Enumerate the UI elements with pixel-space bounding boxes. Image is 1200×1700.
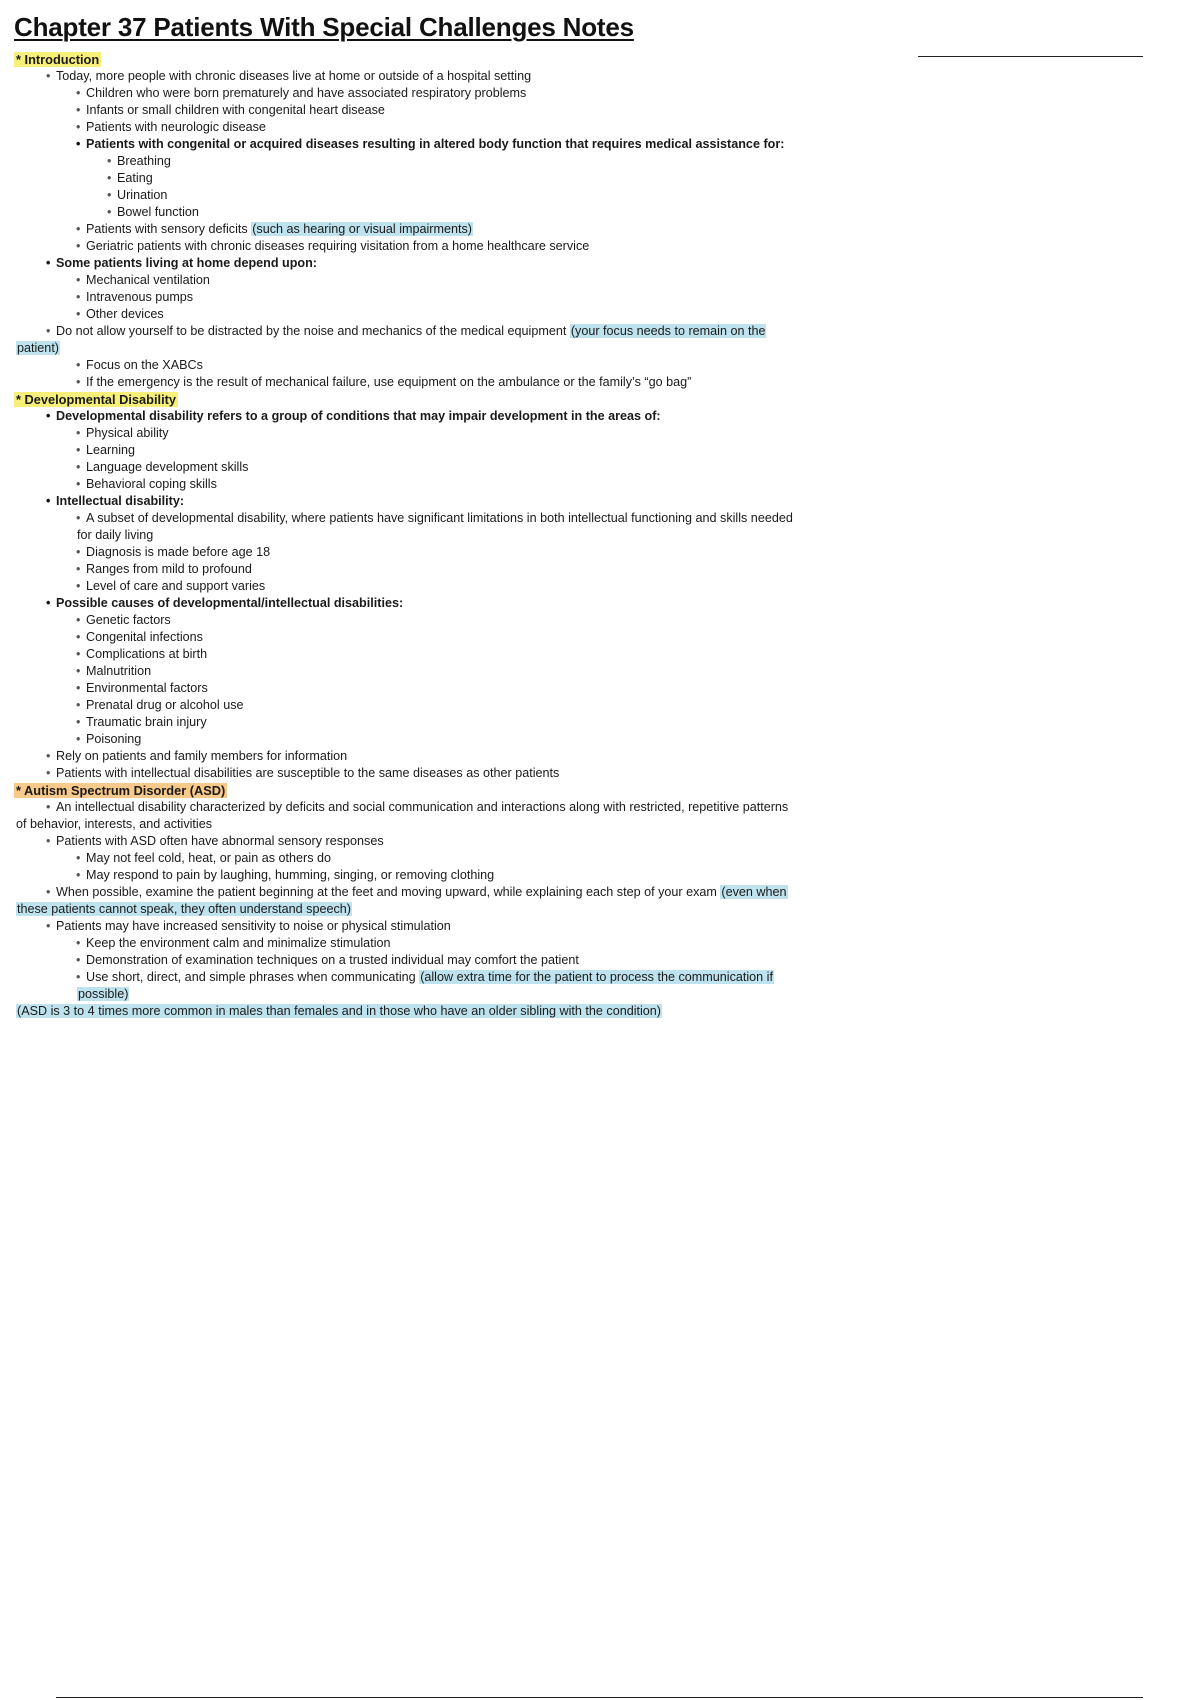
bullet-icon: • (76, 868, 81, 882)
bullet-icon: • (46, 596, 51, 610)
bullet-icon: • (76, 307, 81, 321)
list-item: • Malnutrition (76, 664, 152, 678)
list-item-continuation (0, 986, 905, 1003)
bullet-icon: • (107, 205, 112, 219)
list-item: • Learning (76, 443, 136, 457)
list-item: • Bowel function (107, 205, 199, 219)
section-heading-label: * Developmental Disability (16, 392, 177, 407)
list-item: • Infants or small children with congenital heart disease (76, 103, 385, 117)
list-item-continuation: for daily living (77, 528, 154, 542)
list-item-continuation: of behavior, interests, and activities (16, 817, 213, 831)
list-item: • Congenital infections (76, 630, 203, 644)
bullet-icon: • (76, 460, 81, 474)
list-item: • Today, more people with chronic diseases live at home or outside of a hospital setting (46, 69, 532, 83)
list-item: • Geriatric patients with chronic diseases requiring visitation from a home healthcare service (76, 239, 590, 253)
list-item: • Poisoning (76, 732, 142, 746)
bullet-icon: • (76, 715, 81, 729)
bullet-icon: • (46, 800, 51, 814)
highlighted-note: (even when (721, 885, 787, 899)
list-item: • Ranges from mild to profound (76, 562, 252, 576)
footer-rule (56, 1697, 1143, 1698)
list-item: • Patients with ASD often have abnormal sensory responses (46, 834, 384, 848)
highlighted-note: (your focus needs to remain on the (570, 324, 766, 338)
list-item: • Other devices (76, 307, 164, 321)
bullet-icon: • (46, 834, 51, 848)
list-item: • A subset of developmental disability, where patients have significant limitations in both intellectual functioning and skills needed (76, 511, 793, 525)
list-item: • Children who were born prematurely and have associated respiratory problems (76, 86, 527, 100)
bullet-icon: • (76, 851, 81, 865)
list-item: • Some patients living at home depend upon: (46, 256, 317, 270)
list-item: • Developmental disability refers to a group of conditions that may impair development in the areas of: (46, 409, 661, 423)
section-heading-label: * Introduction (16, 52, 100, 67)
list-item: • Focus on the XABCs (76, 358, 203, 372)
bullet-icon: • (46, 324, 51, 338)
section-heading-introduction (0, 51, 905, 68)
highlighted-note: these patients cannot speak, they often understand speech) (17, 902, 351, 916)
list-item: • Rely on patients and family members for information (46, 749, 348, 763)
bullet-icon: • (76, 664, 81, 678)
bullet-icon: • (46, 885, 51, 899)
list-item-continuation (0, 901, 905, 918)
bullet-icon: • (107, 171, 112, 185)
list-item: • An intellectual disability characterized by deficits and social communication and interactions along with restricted, repetitive patterns (46, 800, 789, 814)
bullet-icon: • (76, 630, 81, 644)
bullet-icon: • (76, 375, 81, 389)
list-item: • Patients may have increased sensitivity to noise or physical stimulation (46, 919, 451, 933)
bullet-icon: • (76, 613, 81, 627)
bullet-icon: • (46, 766, 51, 780)
bullet-icon: • (76, 511, 81, 525)
list-item: • May respond to pain by laughing, humming, singing, or removing clothing (76, 868, 495, 882)
bullet-icon: • (76, 477, 81, 491)
list-item: • Use short, direct, and simple phrases when communicating (allow extra time for the patient to process the communication if (76, 970, 773, 984)
highlighted-note: possible) (78, 987, 129, 1001)
bullet-icon: • (76, 579, 81, 593)
bullet-icon: • (46, 409, 51, 423)
list-item: • Diagnosis is made before age 18 (76, 545, 271, 559)
bullet-icon: • (76, 222, 81, 236)
bullet-icon: • (46, 919, 51, 933)
bullet-icon: • (46, 69, 51, 83)
bullet-icon: • (76, 239, 81, 253)
list-item: • Eating (107, 171, 153, 185)
list-item: • Traumatic brain injury (76, 715, 207, 729)
list-item: • Patients with intellectual disabilities are susceptible to the same diseases as other patients (46, 766, 560, 780)
bullet-icon: • (76, 953, 81, 967)
bullet-icon: • (76, 273, 81, 287)
notes-body (0, 51, 905, 1020)
bullet-icon: • (107, 188, 112, 202)
bullet-icon: • (76, 137, 81, 151)
list-item: • Intravenous pumps (76, 290, 194, 304)
list-item: • When possible, examine the patient beginning at the feet and moving upward, while explaining each step of your exam (even when (46, 885, 787, 899)
bullet-icon: • (76, 426, 81, 440)
section-heading-developmental-disability (0, 391, 905, 408)
page-title: Chapter 37 Patients With Special Challenges Notes (14, 12, 634, 42)
list-item: • Possible causes of developmental/intellectual disabilities: (46, 596, 404, 610)
list-item: • Breathing (107, 154, 171, 168)
list-item: • Do not allow yourself to be distracted by the noise and mechanics of the medical equipment (your focus needs to remain on the (46, 324, 766, 338)
bullet-icon: • (76, 545, 81, 559)
bullet-icon: • (46, 256, 51, 270)
bullet-icon: • (76, 103, 81, 117)
bullet-icon: • (76, 936, 81, 950)
bullet-icon: • (76, 681, 81, 695)
list-item: • May not feel cold, heat, or pain as others do (76, 851, 332, 865)
bullet-icon: • (76, 358, 81, 372)
list-item: • If the emergency is the result of mechanical failure, use equipment on the ambulance or the family’s “go bag” (76, 375, 692, 389)
list-item-continuation (0, 340, 905, 357)
list-item: • Behavioral coping skills (76, 477, 217, 491)
list-item: • Keep the environment calm and minimalize stimulation (76, 936, 391, 950)
list-item: • Prenatal drug or alcohol use (76, 698, 244, 712)
list-item: • Intellectual disability: (46, 494, 185, 508)
highlighted-note: (allow extra time for the patient to process the communication if (420, 970, 773, 984)
bullet-icon: • (46, 494, 51, 508)
list-item: • Genetic factors (76, 613, 171, 627)
bullet-icon: • (76, 120, 81, 134)
list-item: • Demonstration of examination techniques on a trusted individual may comfort the patient (76, 953, 579, 967)
header-rule (918, 56, 1143, 57)
bullet-icon: • (76, 86, 81, 100)
bullet-icon: • (76, 970, 81, 984)
list-item: • Physical ability (76, 426, 169, 440)
list-item: • Mechanical ventilation (76, 273, 210, 287)
bullet-icon: • (76, 443, 81, 457)
section-heading-autism-spectrum-disorder (0, 782, 905, 799)
bullet-icon: • (76, 647, 81, 661)
bullet-icon: • (46, 749, 51, 763)
bullet-icon: • (76, 290, 81, 304)
list-item: • Environmental factors (76, 681, 208, 695)
list-item: • Urination (107, 188, 168, 202)
bullet-icon: • (76, 732, 81, 746)
highlighted-note: patient) (17, 341, 60, 355)
list-item: • Patients with congenital or acquired diseases resulting in altered body function that requires medical assistance for: (76, 137, 785, 151)
highlighted-note: (such as hearing or visual impairments) (252, 222, 472, 236)
bullet-icon: • (76, 698, 81, 712)
bullet-icon: • (107, 154, 112, 168)
list-item: • Patients with sensory deficits (such as hearing or visual impairments) (76, 222, 472, 236)
list-item: • Language development skills (76, 460, 249, 474)
list-item: • Level of care and support varies (76, 579, 266, 593)
standalone-note (0, 1003, 905, 1020)
list-item: • Patients with neurologic disease (76, 120, 266, 134)
list-item: • Complications at birth (76, 647, 208, 661)
bullet-icon: • (76, 562, 81, 576)
section-heading-label: * Autism Spectrum Disorder (ASD) (16, 783, 226, 798)
highlighted-note: (ASD is 3 to 4 times more common in males than females and in those who have an older sibling with the condition) (17, 1004, 662, 1018)
